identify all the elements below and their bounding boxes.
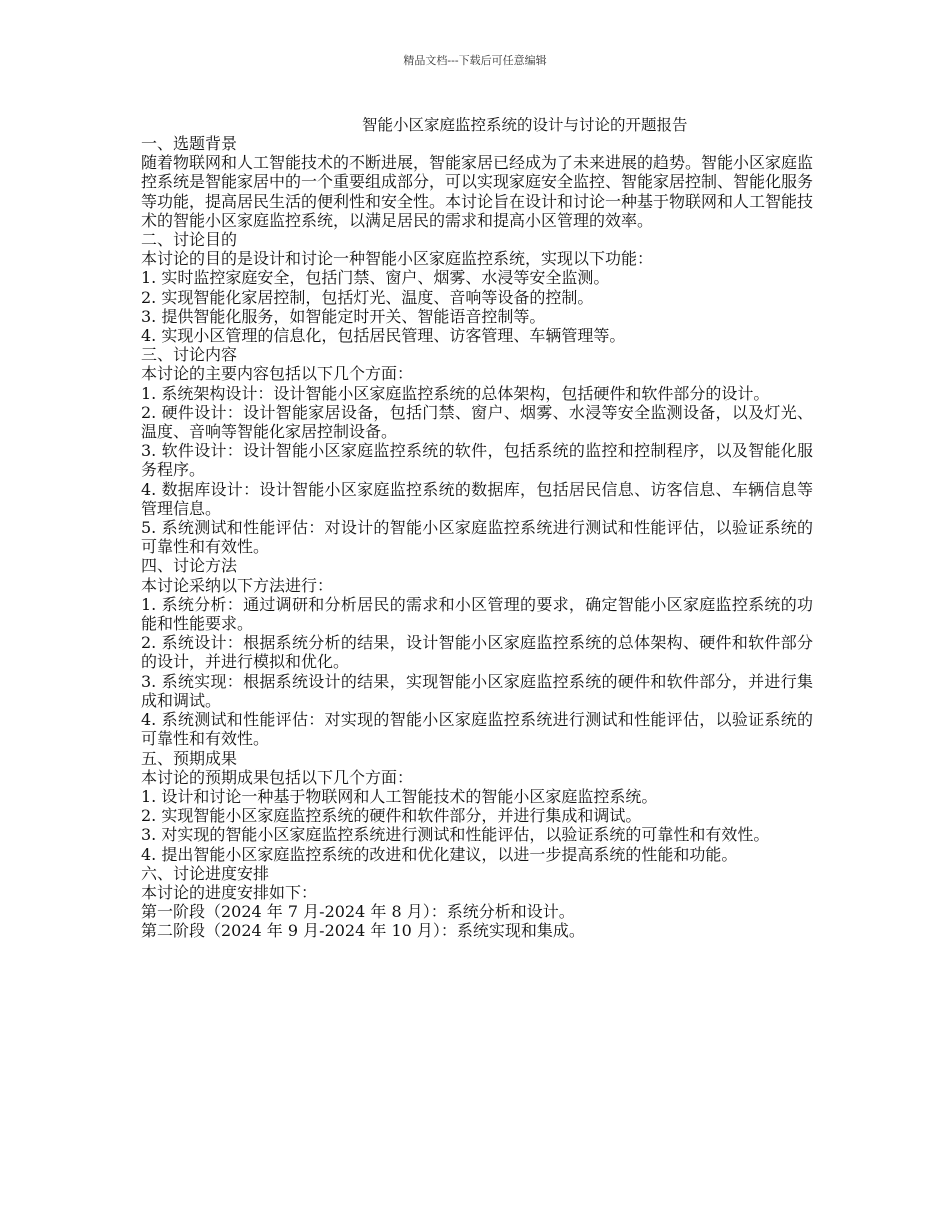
- paragraph-method-intro: 本讨论采纳以下方法进行：: [141, 575, 334, 595]
- list-item-purpose-1: 1. 实时监控家庭安全，包括门禁、窗户、烟雾、水浸等安全监测。: [141, 268, 610, 288]
- section-heading-results: 五、预期成果: [141, 748, 238, 768]
- section-heading-purpose: 二、讨论目的: [141, 230, 238, 250]
- paragraph-results-intro: 本讨论的预期成果包括以下几个方面：: [141, 767, 414, 787]
- list-item-method-1: 1. 系统分析：通过调研和分析居民的需求和小区管理的要求，确定智能小区家庭监控系统的功能和性能要求。: [141, 594, 813, 634]
- section-heading-background: 一、选题背景: [141, 134, 238, 153]
- list-item-content-5: 5. 系统测试和性能评估：对设计的智能小区家庭监控系统进行测试和性能评估，以验证系统的可靠性和有效性。: [141, 518, 813, 557]
- section-heading-method: 四、讨论方法: [141, 556, 238, 576]
- list-item-purpose-2: 2. 实现智能化家居控制，包括灯光、温度、音响等设备的控制。: [141, 287, 594, 307]
- list-item-content-1: 1. 系统架构设计：设计智能小区家庭监控系统的总体架构，包括硬件和软件部分的设计。: [141, 383, 770, 403]
- list-item-method-2: 2. 系统设计：根据系统分析的结果，设计智能小区家庭监控系统的总体架构、硬件和软件部分的设计，并进行模拟和优化。: [141, 633, 813, 672]
- list-item-content-3: 3. 软件设计：设计智能小区家庭监控系统的软件，包括系统的监控和控制程序，以及智能化服务程序。: [141, 441, 813, 480]
- list-item-content-2: 2. 硬件设计：设计智能家居设备，包括门禁、窗户、烟雾、水浸等安全监测设备，以及灯光、温度、音响等智能化家居控制设备。: [141, 402, 813, 442]
- list-item-purpose-4: 4. 实现小区管理的信息化，包括居民管理、访客管理、车辆管理等。: [141, 326, 626, 346]
- schedule-phase-1: 第一阶段（2024 年 7 月-2024 年 8 月）：系统分析和设计。: [141, 902, 575, 922]
- document-title: 智能小区家庭监控系统的设计与讨论的开题报告: [362, 116, 688, 134]
- list-item-results-4: 4. 提出智能小区家庭监控系统的改进和优化建议，以进一步提高系统的性能和功能。: [141, 844, 738, 864]
- list-item-results-2: 2. 实现智能小区家庭监控系统的硬件和软件部分，并进行集成和调试。: [141, 806, 642, 826]
- paragraph-purpose-intro: 本讨论的目的是设计和讨论一种智能小区家庭监控系统，实现以下功能：: [141, 249, 654, 269]
- section-heading-schedule: 六、讨论进度安排: [141, 863, 270, 883]
- schedule-phase-2: 第二阶段（2024 年 9 月-2024 年 10 月）：系统实现和集成。: [141, 921, 585, 941]
- list-item-method-4: 4. 系统测试和性能评估：对实现的智能小区家庭监控系统进行测试和性能评估，以验证系统的可靠性和有效性。: [141, 710, 813, 749]
- paragraph-background: 随着物联网和人工智能技术的不断进展，智能家居已经成为了未来进展的趋势。智能小区家庭监控系统是智能家居中的一个重要组成部分，可以实现家庭安全监控、智能家居控制、智能化服务等功能，提高居民生活的便利性和安全性。本讨论旨在设计和讨论一种基于物联网和人工智能技术的智能小区家庭监控系统，以满足居民的需求和提高小区管理的效率。: [141, 153, 814, 230]
- page-header: 精品文档---下载后可任意编辑: [403, 54, 547, 67]
- paragraph-schedule-intro: 本讨论的进度安排如下：: [141, 882, 318, 902]
- list-item-purpose-3: 3. 提供智能化服务，如智能定时开关、智能语音控制等。: [141, 306, 546, 326]
- list-item-results-3: 3. 对实现的智能小区家庭监控系统进行测试和性能评估，以验证系统的可靠性和有效性。: [141, 825, 770, 845]
- list-item-method-3: 3. 系统实现：根据系统设计的结果，实现智能小区家庭监控系统的硬件和软件部分，并进行集成和调试。: [141, 671, 813, 710]
- section-heading-content: 三、讨论内容: [141, 345, 238, 365]
- document-body: [141, 134, 813, 941]
- list-item-content-4: 4. 数据库设计：设计智能小区家庭监控系统的数据库，包括居民信息、访客信息、车辆信息等管理信息。: [141, 479, 813, 518]
- paragraph-content-intro: 本讨论的主要内容包括以下几个方面：: [141, 364, 414, 384]
- list-item-results-1: 1. 设计和讨论一种基于物联网和人工智能技术的智能小区家庭监控系统。: [141, 786, 658, 806]
